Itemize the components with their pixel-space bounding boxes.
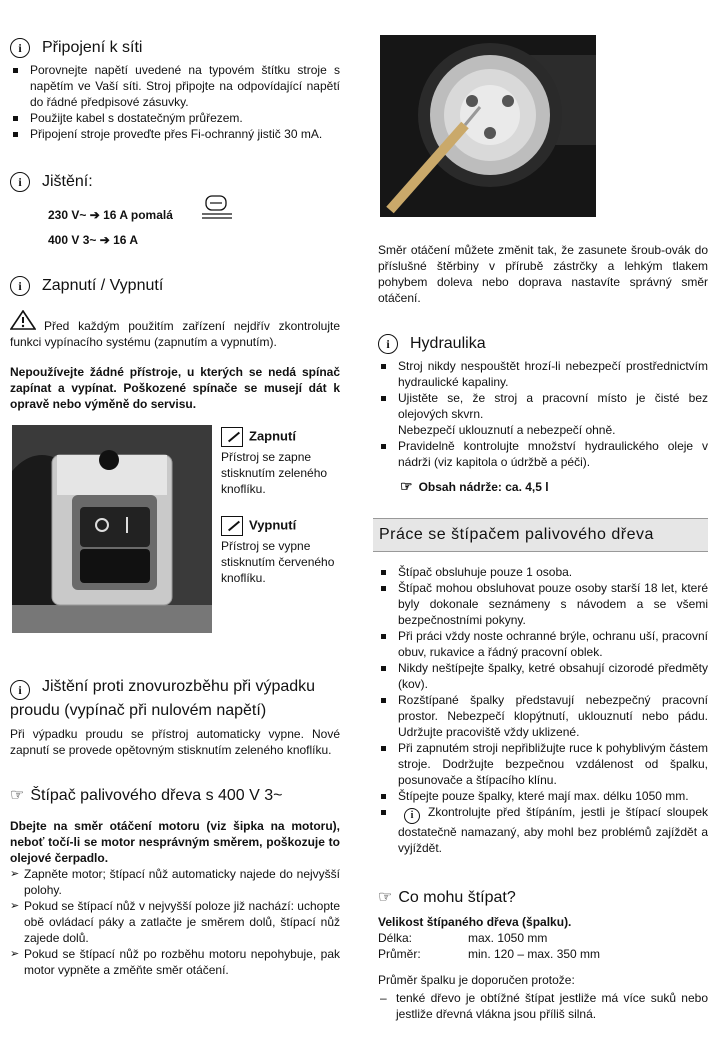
list-item: ➢ Pokud se štípací nůž po rozběhu motoru nepohybuje, pak motor vypněte a změňte směr otáčení. (10, 946, 340, 978)
info-icon: i (378, 334, 398, 354)
operation-list (378, 564, 708, 856)
fuse-230: 230 V~ ➔ 16 A pomalá (48, 208, 173, 222)
fuse-400: 400 V 3~ ➔ 16 A (48, 233, 138, 247)
list-item: i Zkontrolujte před štípáním, jestli je štípací sloupek dostatečně namazaný, aby mohl bez problémů zajíždět a vyjíždět. (378, 804, 708, 856)
section-title-restart: i Jištění proti znovurozběhu při výpadku proudu (vypínač při nulovém napětí) (10, 678, 316, 719)
wood-size-title: Velikost štípaného dřeva (špalku). (378, 915, 572, 929)
section-title-400v: ☞ Štípač palivového dřeva s 400 V 3~ (10, 787, 283, 804)
switch-illustration (12, 425, 212, 633)
section-title-onoff: i Zapnutí / Vypnutí (10, 276, 163, 296)
pointing-hand-icon: ☞ (10, 787, 25, 804)
section-banner: Práce se štípačem palivového dřeva (373, 518, 708, 552)
section-title-hydraulics: i Hydraulika (378, 334, 486, 354)
list-item: Ujistěte se, že stroj a pracovní místo je čisté bez olejových skvrn. (378, 390, 708, 422)
pointing-hand-icon: ☞ (378, 889, 393, 906)
list-item: ➢ Pokud se štípací nůž v nejvyšší poloze již nachází: uchopte obě ovládací páky a zatlačte je směrem dolů, štípací nůž zajede dolů. (10, 898, 340, 946)
diameter-row: Průměr: min. 120 – max. 350 mm (378, 947, 601, 961)
section-title-what: ☞ Co mohu štípat? (378, 889, 516, 906)
edit-icon (221, 427, 243, 447)
reason-list (378, 990, 708, 1022)
switch-photo (12, 425, 212, 633)
list-note: Nebezpečí uklouznutí a nebezpečí ohně. (398, 423, 616, 437)
list-item: ➢ Zapněte motor; štípací nůž automaticky najede do nejvyšší polohy. (10, 866, 340, 898)
list-item: Štípač mohou obsluhovat pouze osoby starší 18 let, které byly dokonale seznámeny s návodem a se všemi bezpečnostními pokyny. (378, 580, 708, 628)
list-item: – tenké dřevo je obtížné štípat jestliže má více suků nebo jestliže dřevná vlákna jsou příliš silná. (378, 990, 708, 1022)
section-title-fuse: i Jištění: (10, 172, 93, 192)
list-item: Štípejte pouze špalky, které mají max. délku 1050 mm. (378, 788, 708, 804)
length-row: Délka: max. 1050 mm (378, 931, 548, 945)
motor-steps-list (10, 866, 340, 978)
list-item: Stroj nikdy nespouštět hrozí-li nebezpečí prostřednictvím hydraulické kapaliny. (378, 358, 708, 390)
rotation-text: Směr otáčení můžete změnit tak, že zasunete šroub-ovák do příslušné štěrbiny v přírubě zástrčky a lehkým tlakem pohybem doleva nebo doprava nastavíte správný směr otáčení. (378, 243, 708, 305)
power-list (10, 62, 340, 142)
warning-text: Před každým použitím zařízení nejdřív zkontrolujte funkci vypínacího systému (zapnutím a vypnutím). (10, 319, 340, 349)
section-title-power: i Připojení k síti (10, 38, 142, 58)
list-item: Při práci vždy noste ochranné brýle, ochranu uší, pracovní obuv, rukavice a řádný pracovní oblek. (378, 628, 708, 660)
off-text: Přístroj se vypne stisknutím červeného knoflíku. (221, 539, 335, 585)
info-icon: i (10, 172, 30, 192)
list-item: Nikdy neštípejte špalky, ketré obsahují cizorodé předměty (kov). (378, 660, 708, 692)
list-item: Porovnejte napětí uvedené na typovém štítku stroje s napětím ve Vaší síti. Stroj připojte na odpovídající napětí do řádné předpisové zásuvky. (10, 62, 340, 110)
info-icon: i (10, 680, 30, 700)
plug-photo (380, 35, 596, 217)
list-item: Při zapnutém stroji nepřibližujte ruce k pohyblivým částem stroje. Dodržujte bezpečnou vzdálenost od špalku, posunovače a štípacího klínu. (378, 740, 708, 788)
list-item: Použijte kabel s dostatečným průřezem. (10, 110, 340, 126)
on-text: Přístroj se zapne stisknutím zeleného knoflíku. (221, 450, 328, 496)
restart-text: Při výpadku proudu se přístroj automaticky vypne. Nové zapnutí se provede opětovným stisknutím zeleného knoflíku. (10, 727, 340, 757)
pointing-hand-icon: ☞ (400, 478, 413, 494)
tank-capacity: ☞ Obsah nádrže: ca. 4,5 l (400, 478, 549, 494)
plug-illustration (380, 35, 596, 217)
diameter-reason: Průměr špalku je doporučen protože: (378, 973, 575, 987)
off-block: Vypnutí Přístroj se vypne stisknutím červeného knoflíku. (221, 516, 341, 586)
list-item: Rozštípané špalky představují nebezpečný pracovní prostor. Nebezpečí klopýtnutí, uklouznutí nebo pádu. Udržujte pracoviště vždy uklizené. (378, 692, 708, 740)
list-item: Připojení stroje proveďte přes Fi-ochranný jistič 30 mA. (10, 126, 340, 142)
slow-fuse-icon (200, 194, 234, 220)
edit-icon (221, 516, 243, 536)
list-item: Štípač obsluhuje pouze 1 osoba. (378, 564, 708, 580)
list-item: Pravidelně kontrolujte množství hydraulického oleje v nádrži (viz kapitola o údržbě a péči). (378, 438, 708, 470)
switch-warning: Nepoužívejte žádné přístroje, u kterých se nedá spínač zapínat a vypínat. Poškozené spínače se musejí dát k opravě nebo výměně do servisu. (10, 365, 340, 411)
hydraulics-list (378, 358, 708, 470)
info-icon: i (10, 38, 30, 58)
motor-direction-warning: Dbejte na směr otáčení motoru (viz šipka na motoru), neboť točí-li se motor nesprávným směrem, poškozuje to olejové čerpadlo. (10, 819, 340, 865)
on-block: Zapnutí Přístroj se zapne stisknutím zeleného knoflíku. (221, 427, 341, 497)
info-icon: i (404, 808, 420, 824)
info-icon: i (10, 276, 30, 296)
